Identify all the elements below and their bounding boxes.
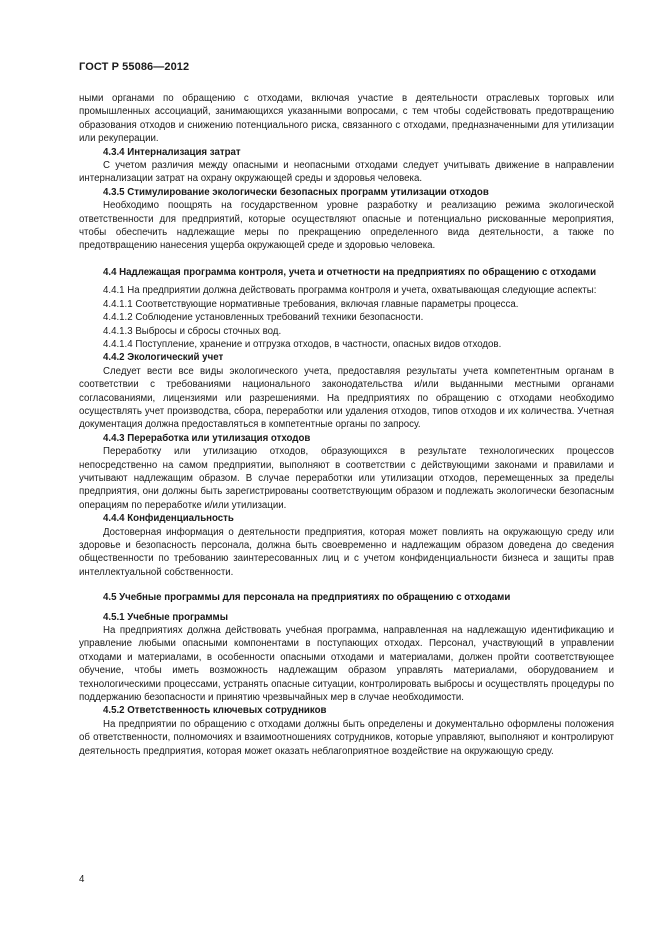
section-heading-4-5: 4.5 Учебные программы для персонала на предприятиях по обращению с отходами <box>103 592 511 604</box>
heading-4-5-2: 4.5.2 Ответственность ключевых сотрудников <box>103 705 327 717</box>
document-body <box>79 92 614 758</box>
section-heading-4-4: 4.4 Надлежащая программа контроля, учета и отчетности на предприятиях по обращению с отходами <box>103 266 597 278</box>
paragraph: На предприятиях должна действовать учебная программа, направленная на надлежащую идентификацию и управление любыми опасными компонентами в поступающих отходах. Персонал, участвующий в управлении отходами и материалами, в особенности опасными отходами и материалами, должен пройти соответствующее обучение, чтобы иметь возможность надлежащим образом управлять материалами, оборудованием и технологическими процессами, устранять опасные ситуации, контролировать выбросы и осуществлять процедуры по поддержанию безопасности и принятию чрезвычайных мер в случае необходимости. <box>79 625 614 704</box>
paragraph: С учетом различия между опасными и неопасными отходами следует учитывать движение в направлении интернализации затрат на охрану окружающей среды и здоровья человека. <box>79 160 614 185</box>
heading-4-3-5: 4.3.5 Стимулирование экологически безопасных программ утилизации отходов <box>103 186 489 198</box>
paragraph: На предприятии по обращению с отходами должны быть определены и документально оформлены положения об ответственности, полномочиях и взаимоотношениях сотрудников, которые управляют, выполняют и контролируют деятельность предприятия, которая может оказать неблагоприятное воздействие на окружающую среду. <box>79 718 614 757</box>
page-number: 4 <box>79 874 85 885</box>
heading-4-4-2: 4.4.2 Экологический учет <box>103 352 224 364</box>
paragraph: Переработку или утилизацию отходов, образующихся в результате технологических процессов непосредственно на самом предприятии, выполняют в соответствии с действующими законами и правилами и учитывают надлежащим образом. В случае переработки или утилизации отходов, перемещенных за пределы предприятия, они должны быть зарегистрированы соответствующим образом и подлежать экологически безопасным операциям по переработке и/или утилизации. <box>79 446 614 511</box>
paragraph: 4.4.1 На предприятии должна действовать программа контроля и учета, охватывающая следующие аспекты: <box>103 285 597 297</box>
heading-4-4-3: 4.4.3 Переработка или утилизация отходов <box>103 432 311 444</box>
paragraph: Следует вести все виды экологического учета, предоставляя результаты учета компетентным органам в соответствии с требованиями национального законодательства и/или выданными местными органами согласованиями, лицензиями или разрешениями. На предприятиях по обращению с отходами необходимо осуществлять учет производства, сбора, переработки или удаления отходов, типов отходов и их количества. Учетная документация должна предоставляться в компетентные органы по запросу. <box>79 365 614 431</box>
paragraph-continuation: ными органами по обращению с отходами, включая участие в деятельности отраслевых торговых или промышленных ассоциаций, занимающихся указанными вопросами, с тем чтобы содействовать предотвращению образования отходов и снижению потенциального риска, связанного с отходами, предназначенными для утилизации или рекуперации. <box>79 93 614 145</box>
document-header: ГОСТ Р 55086—2012 <box>79 61 190 73</box>
list-item: 4.4.1.2 Соблюдение установленных требований техники безопасности. <box>103 312 424 324</box>
list-item: 4.4.1.4 Поступление, хранение и отгрузка отходов, в частности, опасных видов отходов. <box>103 338 502 350</box>
paragraph: Необходимо поощрять на государственном уровне разработку и реализацию режима экологической ответственности для предприятий, которые осуществляют опасные и потенциально рискованные мероприятия, чтобы обеспечить надлежащие меры по прекращению определенного вида деятельности, а также по предотвращению нанесения ущерба окружающей среде и здоровью человека. <box>79 200 614 252</box>
list-item: 4.4.1.3 Выбросы и сбросы сточных вод. <box>103 325 282 337</box>
paragraph: Достоверная информация о деятельности предприятия, которая может повлиять на окружающую среду или здоровье и безопасность персонала, должна быть своевременно и надлежащим образом доведена до сведения общественности по требованию заинтересованных лиц и с учетом конфиденциальности бизнеса и защиты прав интеллектуальной собственности. <box>79 526 614 578</box>
heading-4-3-4: 4.3.4 Интернализация затрат <box>103 146 241 158</box>
heading-4-5-1: 4.5.1 Учебные программы <box>103 611 228 623</box>
list-item: 4.4.1.1 Соответствующие нормативные требования, включая главные параметры процесса. <box>103 298 519 310</box>
heading-4-4-4: 4.4.4 Конфиденциальность <box>103 513 234 525</box>
